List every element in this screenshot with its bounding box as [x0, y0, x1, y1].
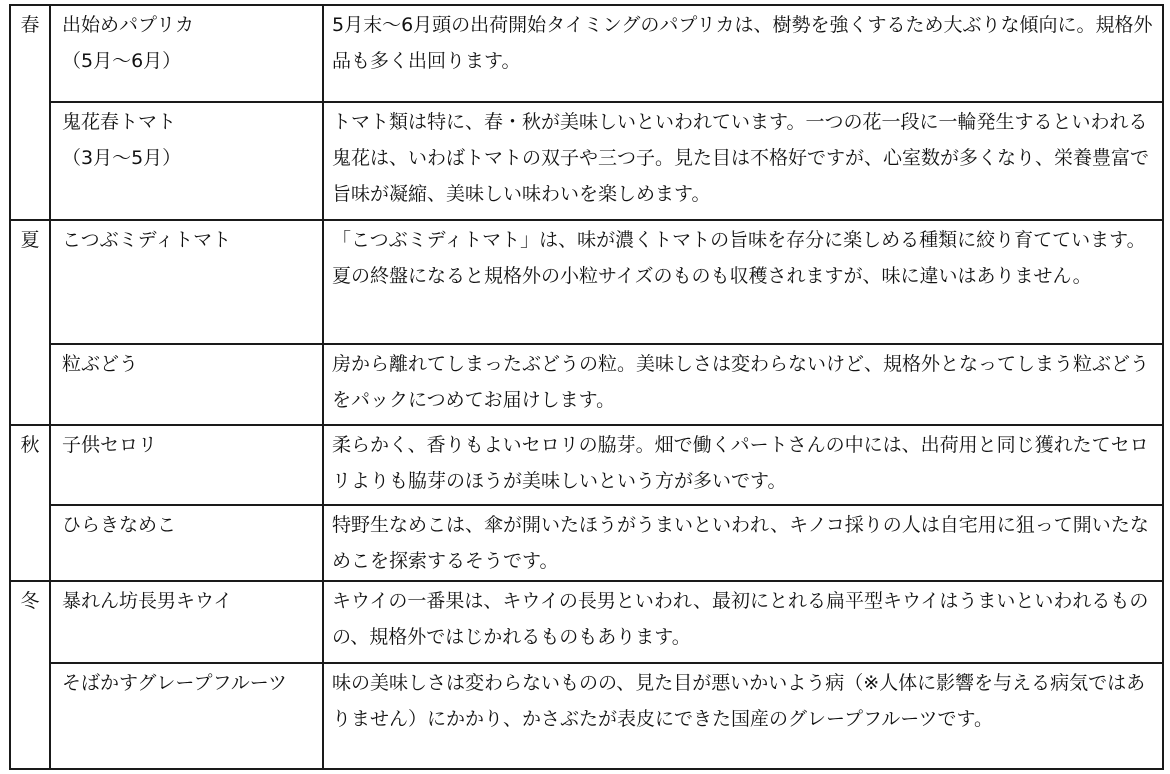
product-name: 出始めパプリカ: [62, 14, 195, 36]
product-description: キウイの一番果は、キウイの長男といわれ、最初にとれる扁平型キウイはうまいといわれるものの、規格外ではじかれるものもあります。: [323, 581, 1163, 663]
table-row: [10, 344, 1163, 425]
product-name-cell: [50, 5, 323, 102]
season-label-autumn: 秋: [10, 425, 50, 581]
table-row: [10, 505, 1163, 581]
product-description: 房から離れてしまったぶどうの粒。美味しさは変わらないけど、規格外となってしまう粒ぶどうをパックにつめてお届けします。: [323, 344, 1163, 425]
product-name-cell: [50, 102, 323, 220]
product-name: 粒ぶどう: [50, 344, 323, 425]
product-description: 「こつぶミディトマト」は、味が濃くトマトの旨味を存分に楽しめる種類に絞り育てています。夏の終盤になると規格外の小粒サイズのものも収穫されますが、味に違いはありません。: [323, 220, 1163, 344]
product-name: こつぶミディトマト: [50, 220, 323, 344]
season-label-summer: 夏: [10, 220, 50, 425]
product-description: 5月末～6月頭の出荷開始タイミングのパプリカは、樹勢を強くするため大ぶりな傾向に。規格外品も多く出回ります。: [323, 5, 1163, 102]
product-period: （3月～5月）: [62, 147, 182, 169]
product-name: 鬼花春トマト: [62, 111, 177, 133]
table-row: [10, 5, 1163, 102]
product-name: そばかすグレープフルーツ: [50, 663, 323, 769]
table-row: [10, 102, 1163, 220]
table-row: [10, 581, 1163, 663]
seasonal-produce-table: [9, 4, 1164, 770]
season-label-spring: 春: [10, 5, 50, 220]
product-name: 暴れん坊長男キウイ: [50, 581, 323, 663]
product-description: トマト類は特に、春・秋が美味しいといわれています。一つの花一段に一輪発生するといわれる鬼花は、いわばトマトの双子や三つ子。見た目は不格好ですが、心室数が多くなり、栄養豊富で旨味が凝縮、美味しい味わいを楽しめます。: [323, 102, 1163, 220]
table-row: [10, 220, 1163, 344]
product-description: 柔らかく、香りもよいセロリの脇芽。畑で働くパートさんの中には、出荷用と同じ獲れたてセロリよりも脇芽のほうが美味しいという方が多いです。: [323, 425, 1163, 505]
product-name: ひらきなめこ: [50, 505, 323, 581]
product-name: 子供セロリ: [50, 425, 323, 505]
table-row: [10, 425, 1163, 505]
season-label-winter: 冬: [10, 581, 50, 769]
product-description: 特野生なめこは、傘が開いたほうがうまいといわれ、キノコ採りの人は自宅用に狙って開いたなめこを探索するそうです。: [323, 505, 1163, 581]
product-period: （5月～6月）: [62, 50, 182, 72]
product-description: 味の美味しさは変わらないものの、見た目が悪いかいよう病（※人体に影響を与える病気ではありません）にかかり、かさぶたが表皮にできた国産のグレープフルーツです。: [323, 663, 1163, 769]
table-row: [10, 663, 1163, 769]
